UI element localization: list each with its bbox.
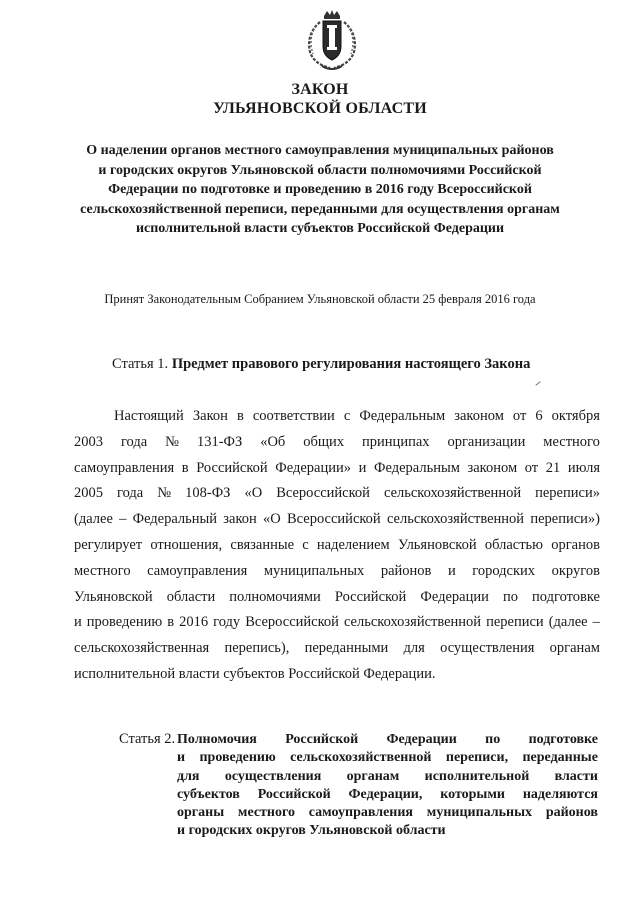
text-line: органы местного самоуправления муниципальных районов [177, 805, 598, 821]
text-line: и проведению сельскохозяйственной переписи, переданные [177, 750, 598, 766]
law-title: ЗАКОН [291, 81, 349, 98]
text-line: и городских округов Ульяновской области [177, 823, 446, 839]
text-line: субъектов Российской Федерации, которыми наделяются [177, 786, 598, 802]
law-region-title: УЛЬЯНОВСКОЙ ОБЛАСТИ [213, 100, 427, 117]
text-line: (далее – Федеральный закон «О Всероссийской сельскохозяйственной переписи») [74, 511, 600, 528]
text-line: 2003 года № 131-ФЗ «Об общих принципах организации местного [74, 433, 600, 450]
law-subject [60, 141, 580, 239]
text-line: Ульяновской области полномочиями Российской Федерации по подготовке [74, 588, 600, 605]
article-1-heading [112, 356, 530, 373]
text-line: Настоящий Закон в соответствии с Федеральным законом от 6 октября [114, 408, 600, 424]
subject-line: Федерации по подготовке и проведению в 2016 году Всероссийской [108, 182, 532, 197]
text-line: самоуправления в Российской Федерации» и Федеральным законом от 21 июля [74, 459, 600, 476]
scan-mark [535, 381, 540, 386]
subject-line: исполнительной власти субъектов Российской Федерации [135, 221, 505, 236]
text-line: местного самоуправления муниципальных районов и городских округов [74, 562, 600, 579]
coat-of-arms-icon [296, 8, 368, 74]
text-line: и проведению в 2016 году Всероссийской сельскохозяйственной переписи (далее – [74, 614, 600, 631]
article-1-title: Предмет правового регулирования настоящего Закона [171, 356, 531, 372]
text-line: Полномочия Российской Федерации по подготовке [177, 732, 598, 747]
article-2-label: Статья 2. [119, 731, 176, 747]
text-line: регулирует отношения, связанные с наделением Ульяновской областью органов [74, 536, 600, 553]
text-line: исполнительной власти субъектов Российской Федерации. [74, 665, 436, 682]
adoption-note: Принят Законодательным Собранием Ульяновской области 25 февраля 2016 года [104, 292, 536, 306]
text-line: сельскохозяйственная перепись), переданными для осуществления органам [74, 640, 600, 657]
article-1-text [74, 404, 600, 688]
article-1-label: Статья 1. [112, 356, 169, 372]
subject-line: О наделении органов местного самоуправления муниципальных районов [86, 143, 554, 158]
subject-line: сельскохозяйственной переписи, переданными для осуществления органам [80, 201, 560, 217]
subject-line: и городских округов Ульяновской области полномочиями Российской [98, 162, 542, 178]
text-line: 2005 года № 108-ФЗ «О Всероссийской сельскохозяйственной переписи» [74, 485, 600, 502]
article-2-title [177, 731, 598, 841]
text-line: для осуществления органам исполнительной власти [177, 768, 598, 784]
